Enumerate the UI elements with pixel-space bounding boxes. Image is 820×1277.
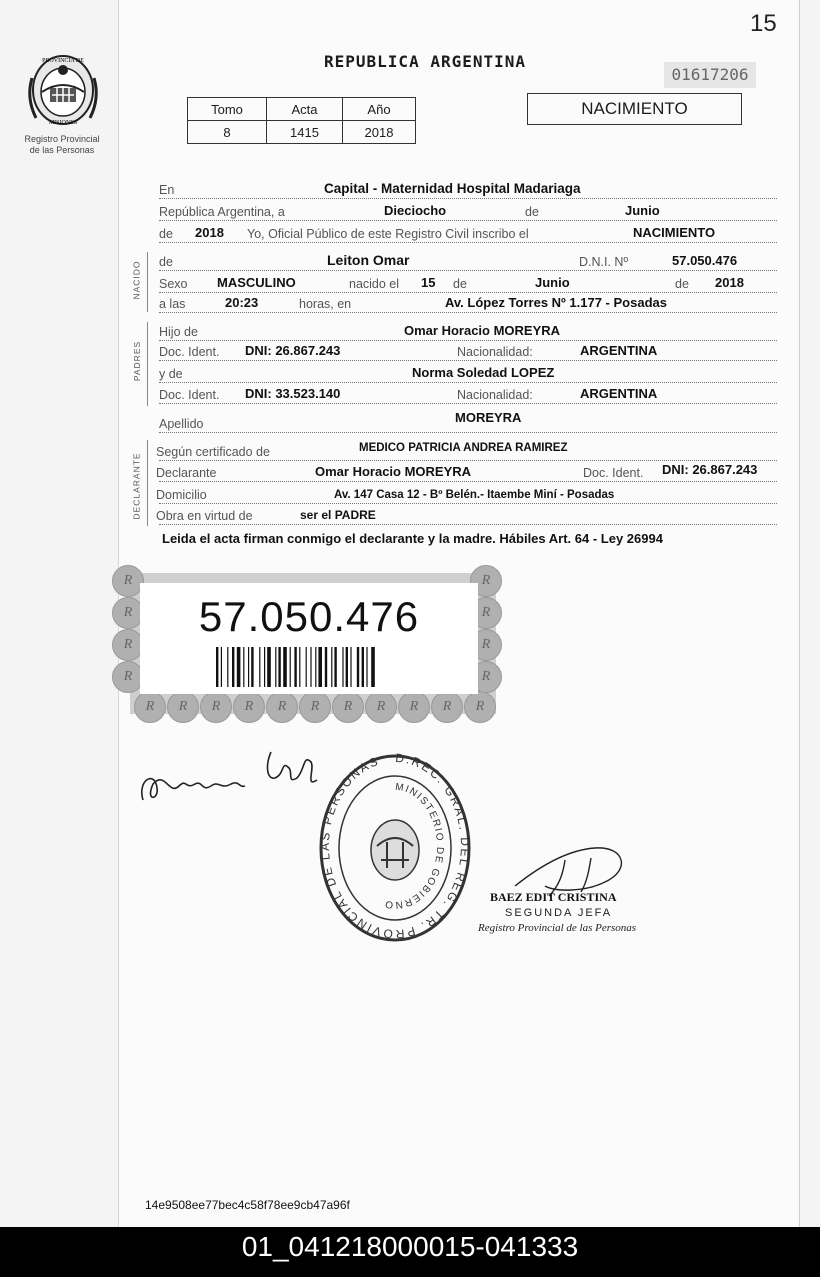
madre-value: Norma Soledad LOPEZ <box>412 365 555 380</box>
row-sexo: Sexo MASCULINO nacido el 15 de Junio de 2018 <box>159 274 777 293</box>
sticker-pattern-mark: R <box>431 691 463 723</box>
barcode-bar <box>267 647 271 687</box>
barcode-bar <box>248 647 249 687</box>
row-fecha: República Argentina, a Dieciocho de Junio <box>159 202 777 221</box>
official-registry: Registro Provincial de las Personas <box>478 922 637 934</box>
registry-table <box>187 97 416 144</box>
mes-nac-value: Junio <box>535 275 570 290</box>
section-label-padres: PADRES <box>132 340 143 382</box>
row-padre: Hijo de Omar Horacio MOREYRA <box>159 322 777 341</box>
barcode-bar <box>366 647 367 687</box>
madre-doc-value: DNI: 33.523.140 <box>245 386 341 401</box>
certificado-value: MEDICO PATRICIA ANDREA RAMIREZ <box>359 442 568 454</box>
dni-sticker <box>123 573 496 714</box>
barcode-bar <box>216 647 218 687</box>
barcode-bar <box>227 647 228 687</box>
barcode-bar <box>294 647 296 687</box>
sticker-pattern-mark: R <box>112 597 144 629</box>
dni-value: 57.050.476 <box>672 253 738 268</box>
sticker-pattern-mark: R <box>464 691 496 723</box>
dia-nac-value: 15 <box>421 275 436 290</box>
row-madre: y de Norma Soledad LOPEZ <box>159 364 777 383</box>
tomo-header: Tomo <box>188 98 267 121</box>
row-lugar: En Capital - Maternidad Hospital Madariaga <box>159 180 777 199</box>
anio-value: 2018 <box>195 225 224 240</box>
sticker-pattern-mark: R <box>112 661 144 693</box>
official-name: BAEZ EDIT CRISTINA <box>490 890 617 904</box>
section-divider-padres <box>147 322 148 406</box>
mes-value: Junio <box>625 203 660 218</box>
declarant-signature <box>135 740 335 810</box>
lugar-value: Capital - Maternidad Hospital Madariaga <box>324 181 581 196</box>
row-padre-doc: Doc. Ident. DNI: 26.867.243 Nacionalidad: ARGENTINA <box>159 342 777 361</box>
official-seal <box>315 750 475 946</box>
section-divider-declarante <box>147 440 148 526</box>
sticker-dni-number: 57.050.476 <box>198 593 420 640</box>
footer-code-bar: 01_041218000015-041333 <box>0 1227 820 1277</box>
barcode-bar <box>357 647 359 687</box>
row-hora: a las 20:23 horas, en Av. López Torres Nº 1.177 - Posadas <box>159 294 777 313</box>
sticker-pattern-mark: R <box>470 597 502 629</box>
barcode-bar <box>342 647 343 687</box>
barcode <box>214 647 424 687</box>
barcode-bar <box>318 647 322 687</box>
sticker-label <box>140 583 478 694</box>
barcode-bar <box>306 647 307 687</box>
anio-value: 2018 <box>343 121 416 144</box>
barcode-bar <box>331 647 332 687</box>
official-title: SEGUNDA JEFA <box>505 907 613 919</box>
sticker-pattern-mark: R <box>112 629 144 661</box>
barcode-bar <box>315 647 316 687</box>
sticker-pattern-mark: R <box>470 629 502 661</box>
row-domicilio: Domicilio Av. 147 Casa 12 - Bº Belén.- Itaembe Miní - Posadas <box>159 485 777 504</box>
barcode-bar <box>334 647 336 687</box>
tomo-value: 8 <box>188 121 267 144</box>
svg-text:D.REC. GRAL. DEL REG. TR. PROV: D.REC. GRAL. DEL REG. TR. PROVINCIAL DE LAS PERSONAS <box>317 750 473 942</box>
hora-value: 20:23 <box>225 295 259 310</box>
acto-value: NACIMIENTO <box>633 225 716 240</box>
sticker-pattern-mark: R <box>233 691 265 723</box>
row-inscripcion: de 2018 Yo, Oficial Público de este Registro Civil inscribo el NACIMIENTO <box>159 224 777 243</box>
madre-nac-value: ARGENTINA <box>580 386 658 401</box>
svg-text:MINISTERIO DE GOBIERNO: MINISTERIO DE GOBIERNO <box>383 781 446 911</box>
barcode-bar <box>283 647 287 687</box>
registry-table-header <box>188 98 416 121</box>
barcode-bar <box>346 647 348 687</box>
document-title: REPUBLICA ARGENTINA <box>324 52 527 71</box>
sticker-pattern-mark: R <box>134 691 166 723</box>
barcode-bar <box>259 647 260 687</box>
padre-doc-value: DNI: 26.867.243 <box>245 343 341 358</box>
anio-nac-value: 2018 <box>715 275 744 290</box>
barcode-bar <box>325 647 327 687</box>
barcode-bar <box>275 647 276 687</box>
row-obra: Obra en virtud de ser el PADRE <box>159 506 777 525</box>
row-apellido: Apellido MOREYRA <box>159 414 777 433</box>
section-label-nacido: NACIDO <box>131 260 142 300</box>
barcode-bar <box>221 647 222 687</box>
obra-value: ser el PADRE <box>300 508 376 522</box>
barcode-bar <box>362 647 364 687</box>
section-label-declarante: DECLARANTE <box>131 452 142 520</box>
barcode-bar <box>350 647 351 687</box>
row-declarante: Declarante Omar Horacio MOREYRA Doc. Ident. DNI: 26.867.243 <box>159 463 777 482</box>
barcode-bar <box>251 647 253 687</box>
svg-text:PROVINCIA DE: PROVINCIA DE <box>42 58 84 64</box>
svg-text:MISIONES: MISIONES <box>48 120 78 126</box>
sticker-pattern-mark: R <box>398 691 430 723</box>
acta-value: 1415 <box>267 121 343 144</box>
section-divider-nacido <box>147 252 148 312</box>
page-number: 15 <box>750 10 777 37</box>
logo-caption: Registro Provincial de las Personas <box>24 134 100 155</box>
apellido-value: MOREYRA <box>455 410 522 425</box>
sticker-pattern-mark: R <box>332 691 364 723</box>
sticker-pattern-mark: R <box>112 565 144 597</box>
row-madre-doc: Doc. Ident. DNI: 33.523.140 Nacionalidad: ARGENTINA <box>159 385 777 404</box>
barcode-bar <box>264 647 265 687</box>
sticker-pattern-mark: R <box>266 691 298 723</box>
barcode-bar <box>237 647 241 687</box>
barcode-bar <box>299 647 300 687</box>
direccion-nac-value: Av. López Torres Nº 1.177 - Posadas <box>445 295 667 310</box>
registry-table-values <box>188 121 416 144</box>
sexo-value: MASCULINO <box>217 275 296 290</box>
sticker-pattern-mark: R <box>365 691 397 723</box>
acta-header: Acta <box>267 98 343 121</box>
sticker-pattern-mark: R <box>167 691 199 723</box>
barcode-bar <box>278 647 280 687</box>
padre-value: Omar Horacio MOREYRA <box>404 323 561 338</box>
provincial-coat-of-arms-logo <box>22 48 104 132</box>
domicilio-value: Av. 147 Casa 12 - Bº Belén.- Itaembe Miní - Posadas <box>334 489 615 501</box>
barcode-bar <box>243 647 244 687</box>
sticker-pattern-mark: R <box>470 661 502 693</box>
sticker-pattern-mark: R <box>470 565 502 597</box>
document-hash: 14e9508ee77bec4c58f78ee9cb47a96f <box>145 1198 350 1212</box>
serial-number: 01617206 <box>664 62 756 88</box>
padre-nac-value: ARGENTINA <box>580 343 658 358</box>
dia-value: Dieciocho <box>384 203 447 218</box>
anio-header: Año <box>343 98 416 121</box>
barcode-bar <box>290 647 291 687</box>
declarante-doc-value: DNI: 26.867.243 <box>662 462 758 477</box>
barcode-bar <box>310 647 311 687</box>
sticker-pattern-mark: R <box>200 691 232 723</box>
closing-statement: Leida el acta firman conmigo el declarante y la madre. Hábiles Art. 64 - Ley 26994 <box>162 531 663 546</box>
declarante-value: Omar Horacio MOREYRA <box>315 464 472 479</box>
sticker-pattern-mark: R <box>299 691 331 723</box>
row-nombre: de Leiton Omar D.N.I. Nº 57.050.476 <box>159 252 777 271</box>
barcode-bar <box>232 647 234 687</box>
barcode-bar <box>371 647 375 687</box>
row-certificado: Según certificado de MEDICO PATRICIA ANDREA RAMIREZ <box>159 442 777 461</box>
record-type-box: NACIMIENTO <box>527 93 742 125</box>
nombre-value: Leiton Omar <box>327 252 410 268</box>
